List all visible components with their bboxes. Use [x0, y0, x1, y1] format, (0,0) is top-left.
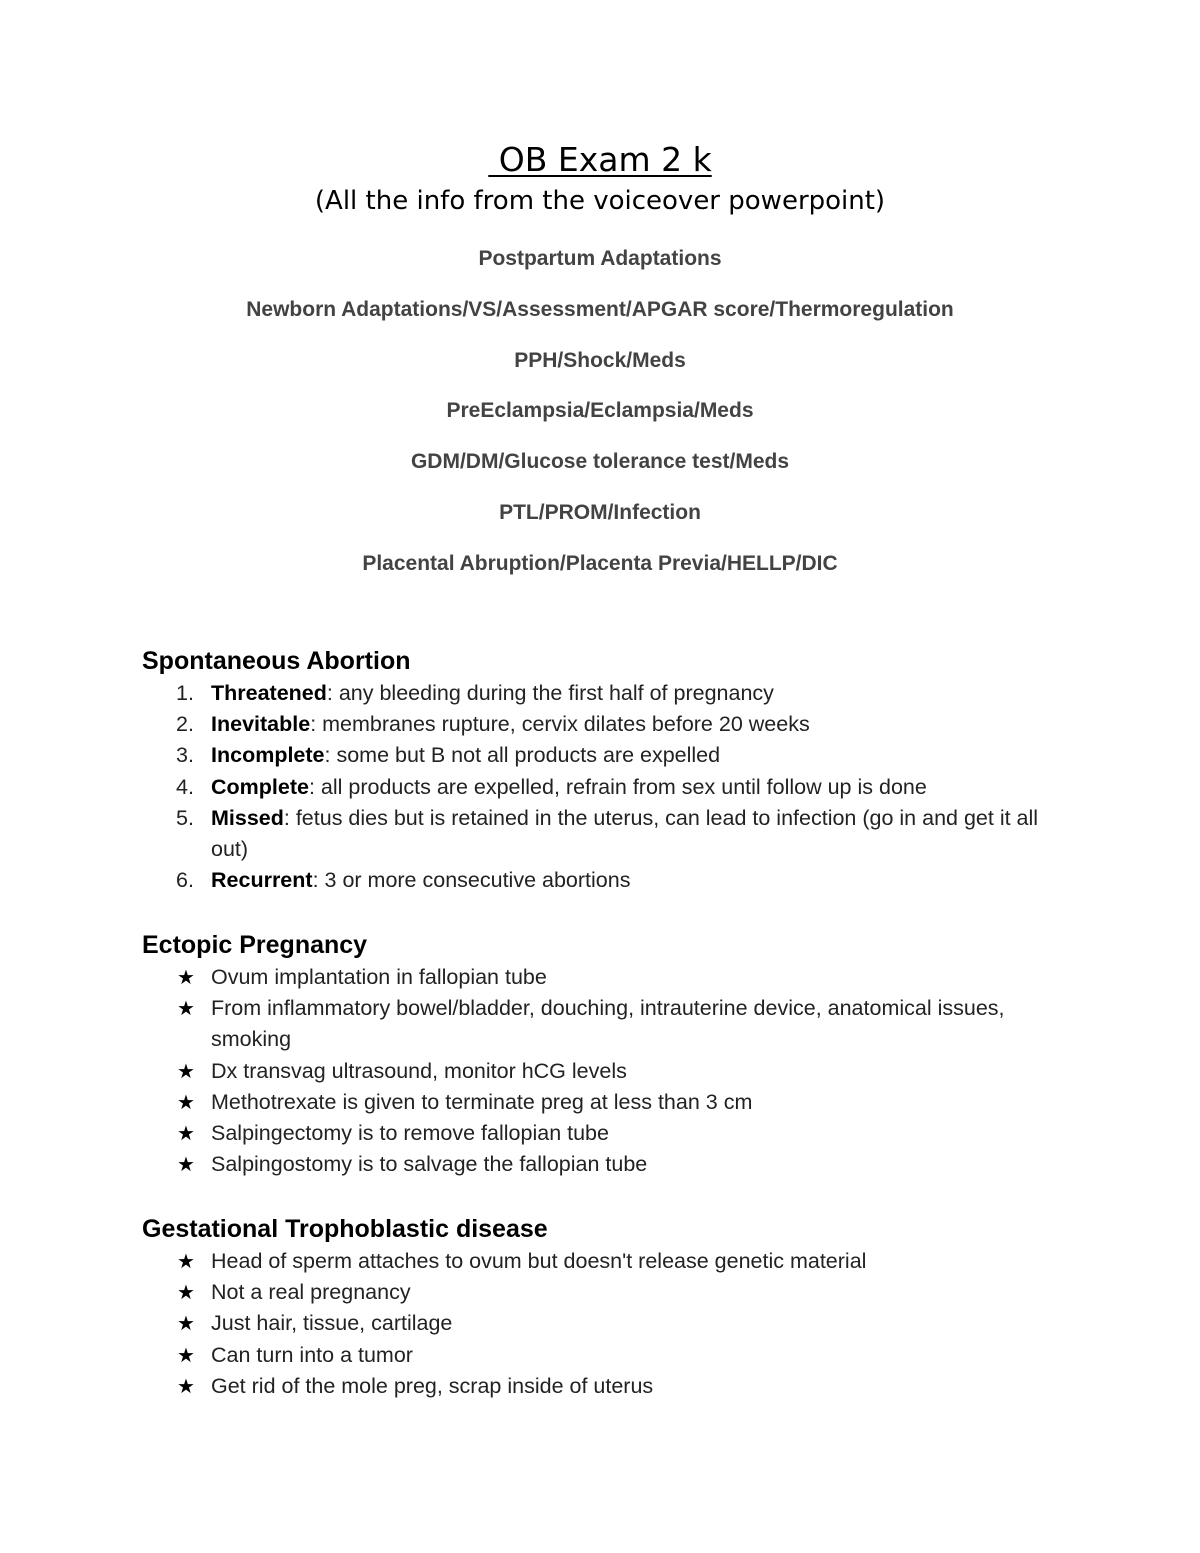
section-heading: Spontaneous Abortion	[142, 647, 411, 675]
topic-item: PreEclampsia/Eclampsia/Meds	[446, 399, 754, 423]
star-bullet-icon: ★	[177, 965, 195, 989]
list-item	[142, 709, 1062, 740]
star-bullet-icon: ★	[177, 1249, 195, 1273]
list-item-term: Complete	[211, 774, 309, 799]
list-item	[142, 803, 1062, 865]
list-number: 1.	[176, 681, 194, 705]
list-number: 5.	[176, 805, 194, 830]
list-item-text: : any bleeding during the first half of pregnancy	[326, 681, 774, 705]
list-item-term: Missed	[211, 805, 284, 830]
star-bullet-icon: ★	[177, 1373, 195, 1398]
list-item	[142, 1246, 1062, 1277]
document-subtitle: (All the info from the voiceover powerpoint)	[314, 186, 886, 216]
star-bullet-icon: ★	[177, 1311, 195, 1336]
star-bullet-icon: ★	[177, 1342, 195, 1367]
star-bullet-icon: ★	[177, 996, 195, 1021]
list-item	[142, 1056, 1062, 1087]
list-item-text: Ovum implantation in fallopian tube	[211, 965, 547, 989]
document-title	[0, 140, 1200, 180]
topic-item: Newborn Adaptations/VS/Assessment/APGAR score/Thermoregulation	[246, 297, 954, 321]
topic-item: Placental Abruption/Placenta Previa/HELLP/DIC	[362, 551, 838, 575]
star-bullet-icon: ★	[177, 1058, 195, 1083]
bullet-list	[142, 1246, 1062, 1402]
topic-item: PPH/Shock/Meds	[514, 348, 686, 372]
section-heading: Gestational Trophoblastic disease	[142, 1215, 548, 1243]
list-item-text: : 3 or more consecutive abortions	[312, 868, 631, 893]
list-item-text: Get rid of the mole preg, scrap inside of uterus	[211, 1373, 654, 1398]
topic-item: Postpartum Adaptations	[478, 247, 722, 270]
list-item	[142, 993, 1062, 1055]
list-number: 2.	[176, 712, 194, 737]
section-gestational-trophoblastic-disease	[142, 1212, 1062, 1402]
list-item	[142, 1087, 1062, 1118]
section-ectopic-pregnancy	[142, 928, 1062, 1180]
list-number: 4.	[176, 774, 194, 799]
list-item-text: Can turn into a tumor	[211, 1342, 413, 1367]
star-bullet-icon: ★	[177, 1280, 195, 1305]
section-spontaneous-abortion	[142, 644, 1062, 896]
list-item-text: From inflammatory bowel/bladder, douching, intrauterine device, anatomical issues, smoking	[211, 996, 1005, 1052]
list-item	[142, 1340, 1062, 1371]
list-item-text: Salpingostomy is to salvage the fallopian tube	[211, 1152, 648, 1177]
bullet-list	[142, 962, 1062, 1180]
list-item-text: : some but B not all products are expelled	[324, 743, 721, 768]
list-item	[142, 865, 1062, 896]
list-item-text: Dx transvag ultrasound, monitor hCG levels	[211, 1058, 627, 1083]
list-item-text: Methotrexate is given to terminate preg at less than 3 cm	[211, 1089, 753, 1114]
list-item-term: Threatened	[211, 681, 327, 705]
list-item	[142, 1118, 1062, 1149]
list-number: 3.	[176, 743, 194, 768]
list-item	[142, 678, 1062, 709]
list-item-text: Not a real pregnancy	[211, 1280, 411, 1305]
star-bullet-icon: ★	[177, 1121, 195, 1146]
topic-item: GDM/DM/Glucose tolerance test/Meds	[410, 450, 790, 474]
document-title-text: OB Exam 2 k	[488, 140, 712, 179]
list-item-text: : all products are expelled, refrain from sex until follow up is done	[308, 774, 927, 799]
list-item	[142, 1149, 1062, 1180]
list-item-term: Incomplete	[211, 743, 325, 768]
list-item-text: : fetus dies but is retained in the uterus, can lead to infection (go in and get it all out)	[211, 805, 1039, 862]
list-item	[142, 740, 1062, 771]
list-item-text: Just hair, tissue, cartilage	[211, 1311, 453, 1336]
star-bullet-icon: ★	[177, 1089, 195, 1114]
list-item	[142, 1371, 1062, 1402]
section-heading: Ectopic Pregnancy	[142, 931, 368, 959]
list-item-text: : membranes rupture, cervix dilates before 20 weeks	[310, 712, 810, 737]
list-number: 6.	[176, 868, 194, 893]
numbered-list	[142, 678, 1062, 896]
list-item-term: Inevitable	[211, 712, 311, 737]
list-item-text: Salpingectomy is to remove fallopian tube	[211, 1121, 609, 1146]
list-item	[142, 962, 1062, 993]
topic-list	[0, 242, 1200, 598]
list-item-term: Recurrent	[211, 868, 313, 893]
star-bullet-icon: ★	[177, 1152, 195, 1177]
list-item	[142, 772, 1062, 803]
list-item-text: Head of sperm attaches to ovum but doesn't release genetic material	[211, 1249, 867, 1273]
list-item	[142, 1308, 1062, 1339]
topic-item: PTL/PROM/Infection	[499, 500, 701, 524]
list-item	[142, 1277, 1062, 1308]
